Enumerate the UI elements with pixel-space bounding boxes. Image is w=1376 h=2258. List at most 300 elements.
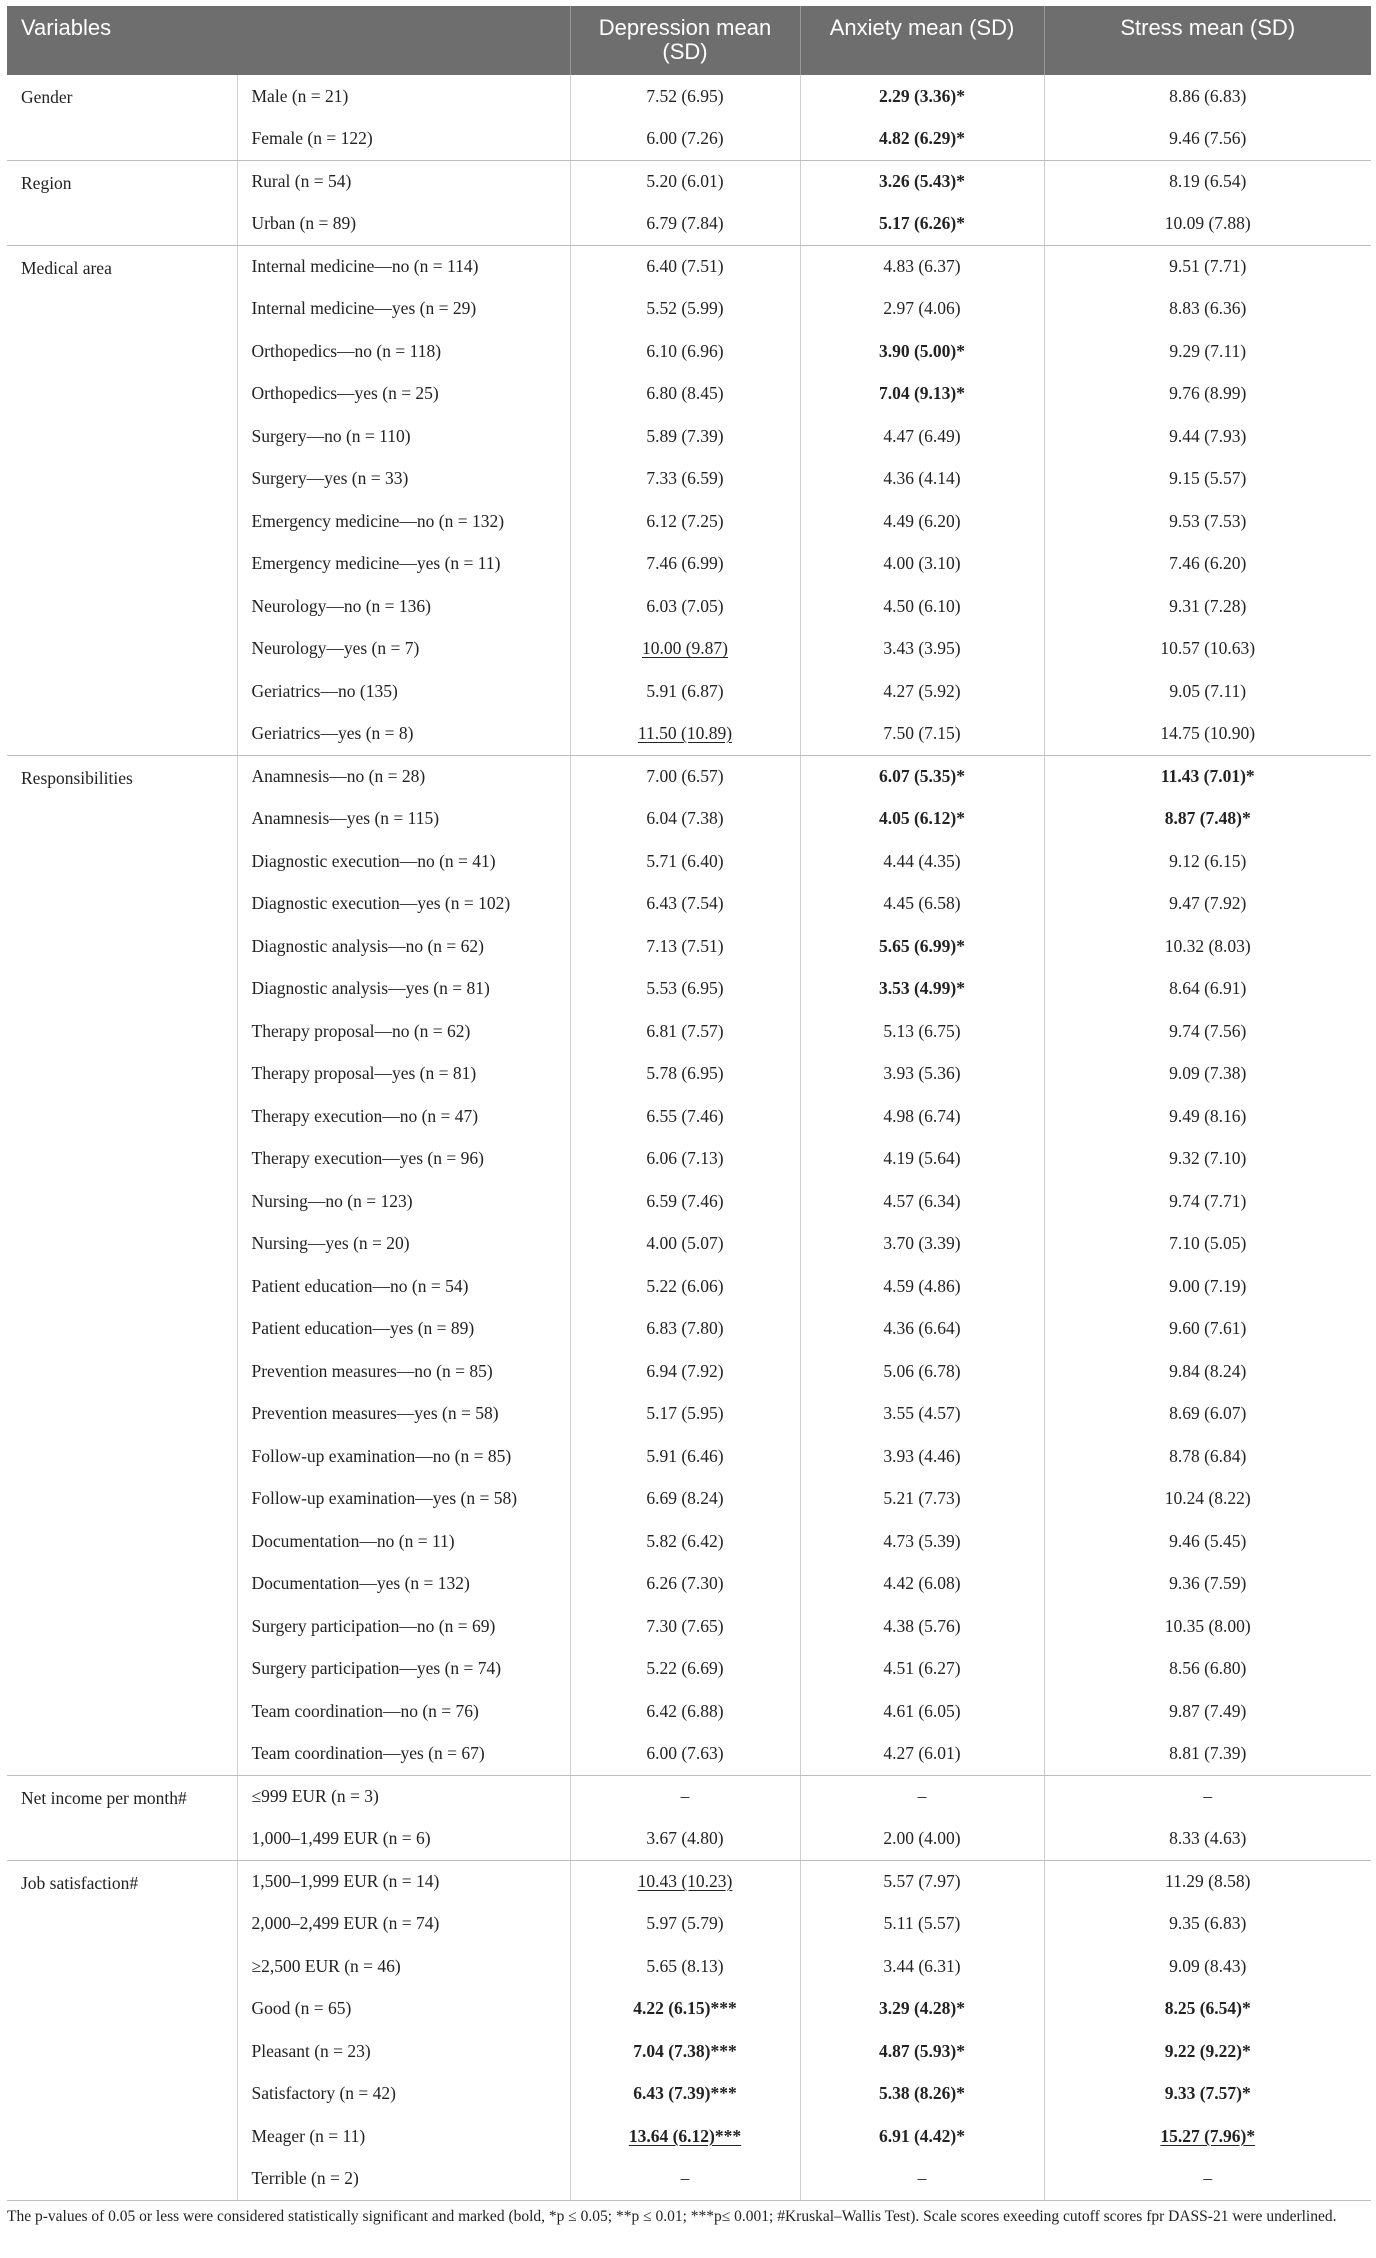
- row-label: [237, 500, 570, 543]
- stress-cell: [1044, 75, 1371, 118]
- stress-cell: [1044, 1435, 1371, 1478]
- header-row: [7, 6, 1371, 75]
- stress-cell-text: 9.29 (7.11): [1169, 340, 1247, 361]
- row-label: [237, 883, 570, 926]
- table-body: [7, 75, 1371, 2200]
- stress-cell-text: 9.12 (6.15): [1169, 850, 1247, 871]
- depression-cell: [570, 1563, 800, 1606]
- row-label-text: Therapy execution—no (n = 47): [251, 1105, 479, 1126]
- depression-cell-text: 6.59 (7.46): [646, 1190, 724, 1211]
- depression-cell: [570, 1010, 800, 1053]
- anxiety-cell: [800, 1478, 1044, 1521]
- anxiety-cell-text: 4.98 (6.74): [883, 1105, 961, 1126]
- stress-cell-text: 9.46 (7.56): [1169, 128, 1247, 148]
- depression-cell-text: 6.42 (6.88): [646, 1700, 724, 1721]
- row-label-text: Good (n = 65): [251, 1998, 352, 2019]
- row-label-text: 1,500–1,999 EUR (n = 14): [251, 1871, 440, 1891]
- row-label: [237, 160, 570, 203]
- depression-cell-text: 6.83 (7.80): [646, 1318, 724, 1339]
- stress-cell: [1044, 1648, 1371, 1691]
- anxiety-cell-text: 4.19 (5.64): [883, 1148, 961, 1169]
- depression-cell: [570, 1138, 800, 1181]
- row-label: [237, 713, 570, 756]
- row-label-text: Orthopedics—yes (n = 25): [251, 383, 439, 404]
- depression-cell: [570, 1265, 800, 1308]
- depression-cell-text: 10.00 (9.87): [641, 638, 729, 659]
- row-label-text: Terrible (n = 2): [251, 2168, 359, 2188]
- stress-cell: [1044, 1095, 1371, 1138]
- row-label-text: Team coordination—no (n = 76): [251, 1700, 479, 1721]
- row-label-text: Follow-up examination—yes (n = 58): [251, 1488, 518, 1509]
- row-label-text: Neurology—no (n = 136): [251, 595, 431, 616]
- stress-cell-text: 8.56 (6.80): [1169, 1658, 1247, 1679]
- stress-cell: [1044, 798, 1371, 841]
- group-label: Region: [7, 160, 237, 245]
- row-label: [237, 415, 570, 458]
- anxiety-cell-text: 5.57 (7.97): [883, 1871, 961, 1891]
- row-label: [237, 330, 570, 373]
- depression-cell: [570, 1690, 800, 1733]
- stress-cell: [1044, 203, 1371, 246]
- depression-cell-text: 6.40 (7.51): [646, 256, 724, 276]
- anxiety-cell: [800, 1648, 1044, 1691]
- table-row: [7, 1860, 1371, 1903]
- row-label-text: Surgery participation—no (n = 69): [251, 1615, 496, 1636]
- row-label: [237, 1903, 570, 1946]
- row-label-text: Emergency medicine—no (n = 132): [251, 510, 505, 531]
- row-label: [237, 1095, 570, 1138]
- stress-cell: [1044, 2158, 1371, 2201]
- anxiety-cell: [800, 1393, 1044, 1436]
- depression-cell: [570, 1478, 800, 1521]
- stress-cell-text: 8.64 (6.91): [1169, 978, 1247, 999]
- stress-cell-text: 9.35 (6.83): [1169, 1913, 1247, 1934]
- stress-cell: [1044, 1308, 1371, 1351]
- depression-cell: [570, 1860, 800, 1903]
- depression-cell: [570, 160, 800, 203]
- depression-cell-text: –: [680, 1786, 690, 1806]
- row-label: [237, 968, 570, 1011]
- row-label: [237, 543, 570, 586]
- row-label-text: Documentation—no (n = 11): [251, 1530, 455, 1551]
- anxiety-cell-text: 6.07 (5.35)*: [878, 766, 966, 786]
- row-label: [237, 1775, 570, 1818]
- depression-cell-text: 6.43 (7.54): [646, 893, 724, 914]
- row-label-text: Patient education—no (n = 54): [251, 1275, 469, 1296]
- row-label: [237, 1265, 570, 1308]
- depression-cell: [570, 1350, 800, 1393]
- stress-cell: [1044, 1350, 1371, 1393]
- header-depression: Depression mean (SD): [570, 6, 800, 75]
- anxiety-cell-text: 4.61 (6.05): [883, 1700, 961, 1721]
- anxiety-cell: [800, 585, 1044, 628]
- stress-cell-text: –: [1203, 2168, 1213, 2188]
- anxiety-cell: [800, 203, 1044, 246]
- depression-cell: [570, 2115, 800, 2158]
- anxiety-cell: [800, 1095, 1044, 1138]
- anxiety-cell: [800, 883, 1044, 926]
- row-label: [237, 670, 570, 713]
- stress-cell: [1044, 1138, 1371, 1181]
- stress-cell-text: 8.86 (6.83): [1169, 85, 1247, 106]
- stress-cell: [1044, 543, 1371, 586]
- stress-cell-text: 9.09 (7.38): [1169, 1063, 1247, 1084]
- row-label: [237, 1308, 570, 1351]
- anxiety-cell-text: 4.47 (6.49): [883, 425, 961, 446]
- stress-cell: [1044, 628, 1371, 671]
- stress-cell: [1044, 288, 1371, 331]
- depression-cell-text: 5.65 (8.13): [646, 1955, 724, 1976]
- anxiety-cell-text: 4.87 (5.93)*: [878, 2040, 966, 2061]
- depression-cell: [570, 543, 800, 586]
- row-label-text: Male (n = 21): [251, 85, 349, 106]
- anxiety-cell-text: 4.50 (6.10): [883, 595, 961, 616]
- footnote: The p-values of 0.05 or less were considered statistically significant and marked (bold, *p ≤ 0.05; **p ≤ 0.01; ***p≤ 0.001; #Kruskal–Wallis Test). Scale scores exeeding cutoff scores fpr DASS-21 were underlined.: [7, 2207, 1337, 2225]
- anxiety-cell: [800, 670, 1044, 713]
- row-label: [237, 1138, 570, 1181]
- anxiety-cell: [800, 1223, 1044, 1266]
- table-row: [7, 755, 1371, 798]
- depression-cell-text: 5.82 (6.42): [646, 1530, 724, 1551]
- anxiety-cell-text: 2.29 (3.36)*: [878, 85, 966, 106]
- stress-cell: [1044, 1775, 1371, 1818]
- stress-cell: [1044, 840, 1371, 883]
- anxiety-cell: [800, 1860, 1044, 1903]
- row-label: [237, 2158, 570, 2201]
- stress-cell-text: 9.15 (5.57): [1169, 468, 1247, 489]
- anxiety-cell: [800, 1605, 1044, 1648]
- stress-cell: [1044, 500, 1371, 543]
- stress-cell: [1044, 1903, 1371, 1946]
- depression-cell-text: 7.30 (7.65): [646, 1615, 724, 1636]
- depression-cell-text: 11.50 (10.89): [637, 723, 733, 743]
- depression-cell-text: 5.71 (6.40): [646, 850, 724, 871]
- row-label-text: Geriatrics—no (135): [251, 680, 398, 701]
- row-label: [237, 1733, 570, 1776]
- anxiety-cell-text: 4.42 (6.08): [883, 1573, 961, 1594]
- depression-cell: [570, 2030, 800, 2073]
- stress-cell: [1044, 925, 1371, 968]
- anxiety-cell-text: 7.04 (9.13)*: [878, 383, 966, 404]
- depression-cell-text: 5.78 (6.95): [646, 1063, 724, 1084]
- stress-cell-text: 9.49 (8.16): [1169, 1105, 1247, 1126]
- stress-cell-text: 8.25 (6.54)*: [1164, 1998, 1251, 2019]
- depression-cell: [570, 1223, 800, 1266]
- depression-cell: [570, 415, 800, 458]
- anxiety-cell: [800, 1053, 1044, 1096]
- anxiety-cell-text: 4.27 (6.01): [883, 1743, 961, 1763]
- anxiety-cell: [800, 118, 1044, 161]
- stress-cell: [1044, 1988, 1371, 2031]
- stress-cell: [1044, 1605, 1371, 1648]
- depression-cell-text: 3.67 (4.80): [646, 1828, 724, 1848]
- row-label-text: Surgery—no (n = 110): [251, 425, 411, 446]
- depression-cell: [570, 203, 800, 246]
- depression-cell: [570, 925, 800, 968]
- anxiety-cell-text: 4.27 (5.92): [883, 680, 961, 701]
- row-label-text: Rural (n = 54): [251, 171, 352, 191]
- row-label-text: Therapy proposal—no (n = 62): [251, 1020, 471, 1041]
- depression-cell-text: 6.80 (8.45): [646, 383, 724, 404]
- row-label-text: Team coordination—yes (n = 67): [251, 1743, 485, 1763]
- row-label-text: 2,000–2,499 EUR (n = 74): [251, 1913, 440, 1934]
- row-label-text: Meager (n = 11): [251, 2125, 366, 2146]
- row-label-text: Therapy proposal—yes (n = 81): [251, 1063, 477, 1084]
- table-container: [7, 6, 1371, 2227]
- row-label-text: ≤999 EUR (n = 3): [251, 1786, 379, 1806]
- stress-cell: [1044, 1818, 1371, 1861]
- stress-cell: [1044, 755, 1371, 798]
- anxiety-cell-text: 5.65 (6.99)*: [878, 935, 966, 956]
- depression-cell-text: 5.89 (7.39): [646, 425, 724, 446]
- stress-cell: [1044, 585, 1371, 628]
- depression-cell-text: 6.06 (7.13): [646, 1148, 724, 1169]
- depression-cell: [570, 755, 800, 798]
- anxiety-cell-text: 4.36 (4.14): [883, 468, 961, 489]
- depression-cell: [570, 840, 800, 883]
- depression-cell: [570, 1605, 800, 1648]
- stress-cell: [1044, 118, 1371, 161]
- row-label: [237, 1053, 570, 1096]
- stress-cell-text: 8.19 (6.54): [1169, 171, 1247, 191]
- stress-cell-text: 7.46 (6.20): [1169, 553, 1247, 574]
- row-label: [237, 1860, 570, 1903]
- depression-cell: [570, 968, 800, 1011]
- depression-cell: [570, 713, 800, 756]
- row-label: [237, 1690, 570, 1733]
- anxiety-cell-text: 3.93 (5.36): [883, 1063, 961, 1084]
- stress-cell: [1044, 458, 1371, 501]
- row-label: [237, 373, 570, 416]
- stress-cell-text: 9.32 (7.10): [1169, 1148, 1247, 1169]
- row-label-text: Prevention measures—no (n = 85): [251, 1360, 493, 1381]
- anxiety-cell: [800, 288, 1044, 331]
- anxiety-cell: [800, 1180, 1044, 1223]
- stress-cell-text: 9.76 (8.99): [1169, 383, 1247, 404]
- stress-cell: [1044, 1478, 1371, 1521]
- depression-cell-text: 6.94 (7.92): [646, 1360, 724, 1381]
- header-variables: Variables: [7, 6, 570, 75]
- depression-cell: [570, 798, 800, 841]
- row-label: [237, 628, 570, 671]
- depression-cell-text: 6.26 (7.30): [646, 1573, 724, 1594]
- depression-cell: [570, 628, 800, 671]
- stress-cell-text: 9.84 (8.24): [1169, 1360, 1247, 1381]
- anxiety-cell-text: 3.53 (4.99)*: [878, 978, 966, 999]
- stress-cell-text: 10.35 (8.00): [1164, 1615, 1251, 1636]
- stress-cell-text: 10.32 (8.03): [1164, 935, 1251, 956]
- row-label: [237, 1945, 570, 1988]
- anxiety-cell-text: –: [917, 1786, 927, 1806]
- header-anxiety: Anxiety mean (SD): [800, 6, 1044, 75]
- anxiety-cell: [800, 75, 1044, 118]
- anxiety-cell-text: 4.05 (6.12)*: [878, 808, 966, 829]
- depression-cell-text: 6.69 (8.24): [646, 1488, 724, 1509]
- depression-cell-text: 5.91 (6.46): [646, 1445, 724, 1466]
- row-label-text: Diagnostic execution—yes (n = 102): [251, 893, 511, 914]
- anxiety-cell-text: –: [917, 2168, 927, 2188]
- stress-cell: [1044, 883, 1371, 926]
- row-label: [237, 1818, 570, 1861]
- stress-cell: [1044, 1010, 1371, 1053]
- anxiety-cell: [800, 1138, 1044, 1181]
- anxiety-cell: [800, 1010, 1044, 1053]
- depression-cell-text: –: [680, 2168, 690, 2188]
- anxiety-cell-text: 4.45 (6.58): [883, 893, 961, 914]
- depression-cell: [570, 75, 800, 118]
- depression-cell: [570, 1393, 800, 1436]
- anxiety-cell: [800, 840, 1044, 883]
- stress-cell: [1044, 373, 1371, 416]
- stress-cell-text: 9.74 (7.56): [1169, 1020, 1247, 1041]
- depression-cell-text: 10.43 (10.23): [637, 1871, 733, 1891]
- stress-cell: [1044, 1690, 1371, 1733]
- depression-cell-text: 7.52 (6.95): [646, 85, 724, 106]
- anxiety-cell-text: 3.90 (5.00)*: [878, 340, 966, 361]
- depression-cell-text: 13.64 (6.12)***: [628, 2125, 742, 2146]
- row-label-text: Emergency medicine—yes (n = 11): [251, 553, 501, 574]
- row-label: [237, 75, 570, 118]
- anxiety-cell: [800, 2073, 1044, 2116]
- row-label-text: Surgery participation—yes (n = 74): [251, 1658, 502, 1679]
- stress-cell-text: 9.33 (7.57)*: [1164, 2083, 1251, 2104]
- depression-cell-text: 6.00 (7.26): [646, 128, 724, 148]
- anxiety-cell-text: 5.13 (6.75): [883, 1020, 961, 1041]
- depression-cell: [570, 1775, 800, 1818]
- row-label: [237, 925, 570, 968]
- row-label-text: Follow-up examination—no (n = 85): [251, 1445, 512, 1466]
- anxiety-cell: [800, 2030, 1044, 2073]
- depression-cell: [570, 670, 800, 713]
- stress-cell-text: 10.24 (8.22): [1164, 1488, 1251, 1509]
- row-label-text: Anamnesis—yes (n = 115): [251, 808, 440, 829]
- stress-cell-text: 7.10 (5.05): [1169, 1233, 1247, 1254]
- group-label: Job satisfaction#: [7, 1860, 237, 2200]
- row-label-text: Documentation—yes (n = 132): [251, 1573, 470, 1594]
- stress-cell-text: 8.33 (4.63): [1169, 1828, 1247, 1848]
- row-label: [237, 245, 570, 288]
- group-label: Medical area: [7, 245, 237, 755]
- depression-cell: [570, 1435, 800, 1478]
- row-label-text: Orthopedics—no (n = 118): [251, 340, 442, 361]
- row-label-text: Patient education—yes (n = 89): [251, 1318, 475, 1339]
- depression-cell-text: 5.52 (5.99): [646, 298, 724, 319]
- depression-cell-text: 7.46 (6.99): [646, 553, 724, 574]
- depression-cell-text: 7.33 (6.59): [646, 468, 724, 489]
- row-label: [237, 1180, 570, 1223]
- row-label-text: ≥2,500 EUR (n = 46): [251, 1955, 401, 1976]
- stress-cell: [1044, 1860, 1371, 1903]
- row-label-text: Urban (n = 89): [251, 213, 357, 233]
- stress-cell: [1044, 330, 1371, 373]
- anxiety-cell-text: 4.00 (3.10): [883, 553, 961, 574]
- depression-cell-text: 5.20 (6.01): [646, 171, 724, 191]
- stress-cell-text: –: [1203, 1786, 1213, 1806]
- row-label-text: Therapy execution—yes (n = 96): [251, 1148, 484, 1169]
- row-label-text: Nursing—yes (n = 20): [251, 1233, 410, 1254]
- anxiety-cell: [800, 245, 1044, 288]
- depression-cell: [570, 118, 800, 161]
- stress-cell-text: 8.69 (6.07): [1169, 1403, 1247, 1424]
- anxiety-cell-text: 4.38 (5.76): [883, 1615, 961, 1636]
- anxiety-cell-text: 2.00 (4.00): [883, 1828, 961, 1848]
- stress-cell-text: 11.29 (8.58): [1165, 1871, 1251, 1891]
- anxiety-cell-text: 4.36 (6.64): [883, 1318, 961, 1339]
- anxiety-cell: [800, 160, 1044, 203]
- anxiety-cell-text: 4.57 (6.34): [883, 1190, 961, 1211]
- depression-cell: [570, 1903, 800, 1946]
- anxiety-cell-text: 4.82 (6.29)*: [878, 128, 966, 148]
- anxiety-cell-text: 2.97 (4.06): [883, 298, 961, 319]
- stress-cell-text: 15.27 (7.96)*: [1160, 2125, 1256, 2146]
- depression-cell: [570, 585, 800, 628]
- depression-cell-text: 7.04 (7.38)***: [633, 2040, 737, 2061]
- row-label: [237, 585, 570, 628]
- anxiety-cell: [800, 500, 1044, 543]
- anxiety-cell: [800, 628, 1044, 671]
- depression-cell-text: 7.13 (7.51): [646, 935, 724, 956]
- depression-cell: [570, 2158, 800, 2201]
- anxiety-cell: [800, 1520, 1044, 1563]
- stress-cell: [1044, 1053, 1371, 1096]
- depression-cell: [570, 458, 800, 501]
- depression-cell-text: 6.03 (7.05): [646, 595, 724, 616]
- anxiety-cell-text: 5.21 (7.73): [883, 1488, 961, 1509]
- row-label: [237, 755, 570, 798]
- stress-cell: [1044, 160, 1371, 203]
- anxiety-cell: [800, 1945, 1044, 1988]
- anxiety-cell: [800, 1733, 1044, 1776]
- depression-cell-text: 5.97 (5.79): [646, 1913, 724, 1934]
- row-label: [237, 2073, 570, 2116]
- anxiety-cell: [800, 1903, 1044, 1946]
- anxiety-cell-text: 3.29 (4.28)*: [878, 1998, 966, 2019]
- stress-cell-text: 10.09 (7.88): [1164, 213, 1251, 233]
- header-stress: Stress mean (SD): [1044, 6, 1371, 75]
- stress-cell: [1044, 2115, 1371, 2158]
- stress-cell-text: 14.75 (10.90): [1160, 723, 1256, 743]
- stress-cell: [1044, 245, 1371, 288]
- group-label: Net income per month#: [7, 1775, 237, 1860]
- stress-cell-text: 8.78 (6.84): [1169, 1445, 1247, 1466]
- row-label: [237, 1350, 570, 1393]
- anxiety-cell: [800, 458, 1044, 501]
- depression-cell: [570, 245, 800, 288]
- row-label-text: Satisfactory (n = 42): [251, 2083, 396, 2104]
- anxiety-cell-text: 3.26 (5.43)*: [878, 171, 966, 191]
- stress-cell-text: 9.47 (7.92): [1169, 893, 1247, 914]
- row-label-text: Anamnesis—no (n = 28): [251, 766, 426, 786]
- stress-cell-text: 9.22 (9.22)*: [1164, 2040, 1251, 2061]
- anxiety-cell: [800, 968, 1044, 1011]
- anxiety-cell-text: 3.55 (4.57): [883, 1403, 961, 1424]
- anxiety-cell-text: 5.11 (5.57): [883, 1913, 961, 1934]
- anxiety-cell: [800, 415, 1044, 458]
- anxiety-cell: [800, 373, 1044, 416]
- row-label: [237, 1648, 570, 1691]
- stress-cell: [1044, 1733, 1371, 1776]
- row-label: [237, 1435, 570, 1478]
- depression-cell: [570, 288, 800, 331]
- row-label: [237, 1605, 570, 1648]
- anxiety-cell-text: 3.70 (3.39): [883, 1233, 961, 1254]
- stress-cell: [1044, 415, 1371, 458]
- stress-cell-text: 11.43 (7.01)*: [1160, 766, 1255, 786]
- table-row: [7, 245, 1371, 288]
- depression-cell-text: 6.43 (7.39)***: [633, 2083, 737, 2104]
- anxiety-cell: [800, 1775, 1044, 1818]
- depression-cell: [570, 1818, 800, 1861]
